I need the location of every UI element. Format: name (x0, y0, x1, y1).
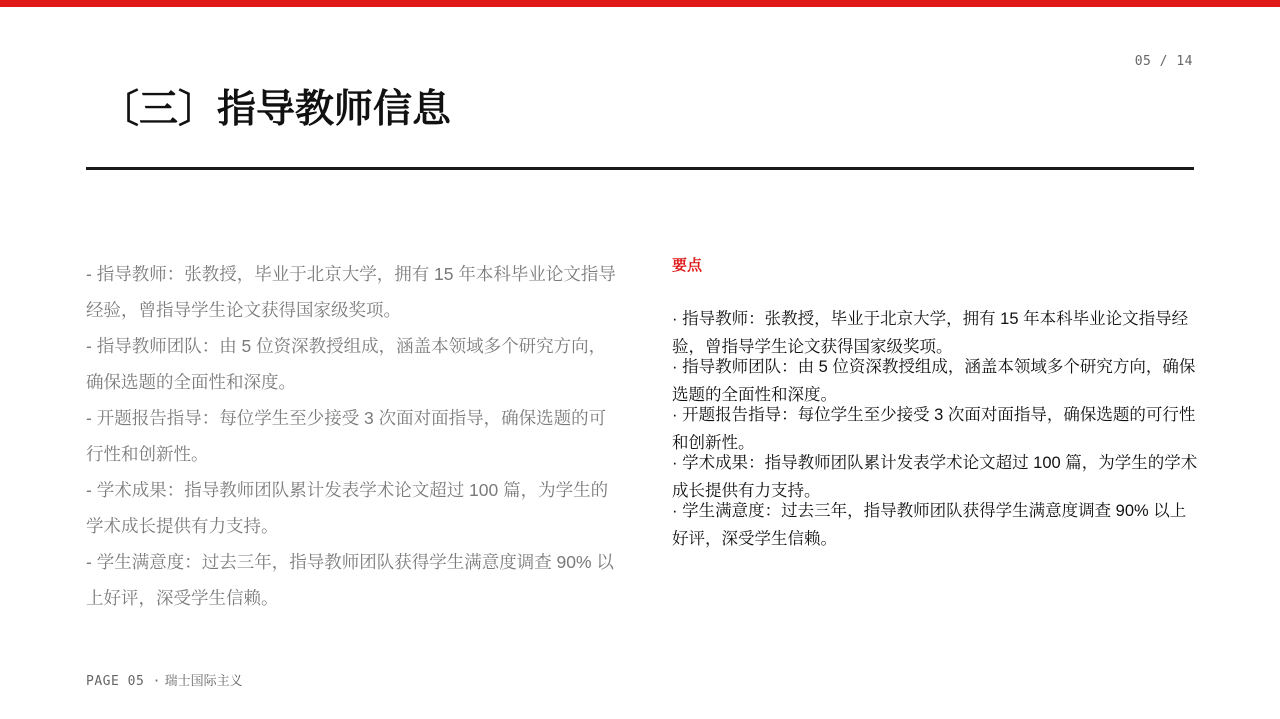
top-accent-bar (0, 0, 1280, 7)
body-point: - 指导教师团队：由 5 位资深教授组成，涵盖本领域多个研究方向，确保选题的全面性和深度。 (86, 336, 607, 392)
body-point: - 学术成果：指导教师团队累计发表学术论文超过 100 篇，为学生的学术成长提供有力支持。 (86, 480, 609, 536)
page-counter: 05 / 14 (1134, 54, 1193, 69)
key-point-item: · 指导教师团队：由 5 位资深教授组成，涵盖本领域多个研究方向，确保选题的全面性和深度。 (672, 358, 1196, 404)
footer (86, 670, 243, 689)
footer-org: 瑞士国际主义 (164, 673, 243, 688)
key-point-item: · 指导教师：张教授，毕业于北京大学，拥有 15 年本科毕业论文指导经验，曾指导学生论文获得国家级奖项。 (672, 310, 1189, 356)
body-point: - 学生满意度：过去三年，指导教师团队获得学生满意度调查 90% 以上好评，深受学生信赖。 (86, 552, 614, 608)
key-point-item: · 学生满意度：过去三年，指导教师团队获得学生满意度调查 90% 以上好评，深受学生信赖。 (672, 502, 1187, 548)
body-point: - 指导教师：张教授，毕业于北京大学，拥有 15 年本科毕业论文指导经验，曾指导学生论文获得国家级奖项。 (86, 264, 616, 320)
body-point: - 开题报告指导：每位学生至少接受 3 次面对面指导，确保选题的可行性和创新性。 (86, 408, 607, 464)
page-title: 〔三〕指导教师信息 (100, 88, 452, 131)
footer-page-label: PAGE 05 · (86, 674, 161, 689)
key-point-item: · 开题报告指导：每位学生至少接受 3 次面对面指导，确保选题的可行性和创新性。 (672, 406, 1196, 452)
title-divider (86, 167, 1194, 170)
key-points-panel (672, 254, 1202, 548)
key-points-list (672, 305, 1202, 553)
key-point-item: · 学术成果：指导教师团队累计发表学术论文超过 100 篇，为学生的学术成长提供有力支持。 (672, 454, 1198, 500)
body-text-column (86, 256, 616, 616)
key-points-label: 要点 (672, 257, 703, 274)
